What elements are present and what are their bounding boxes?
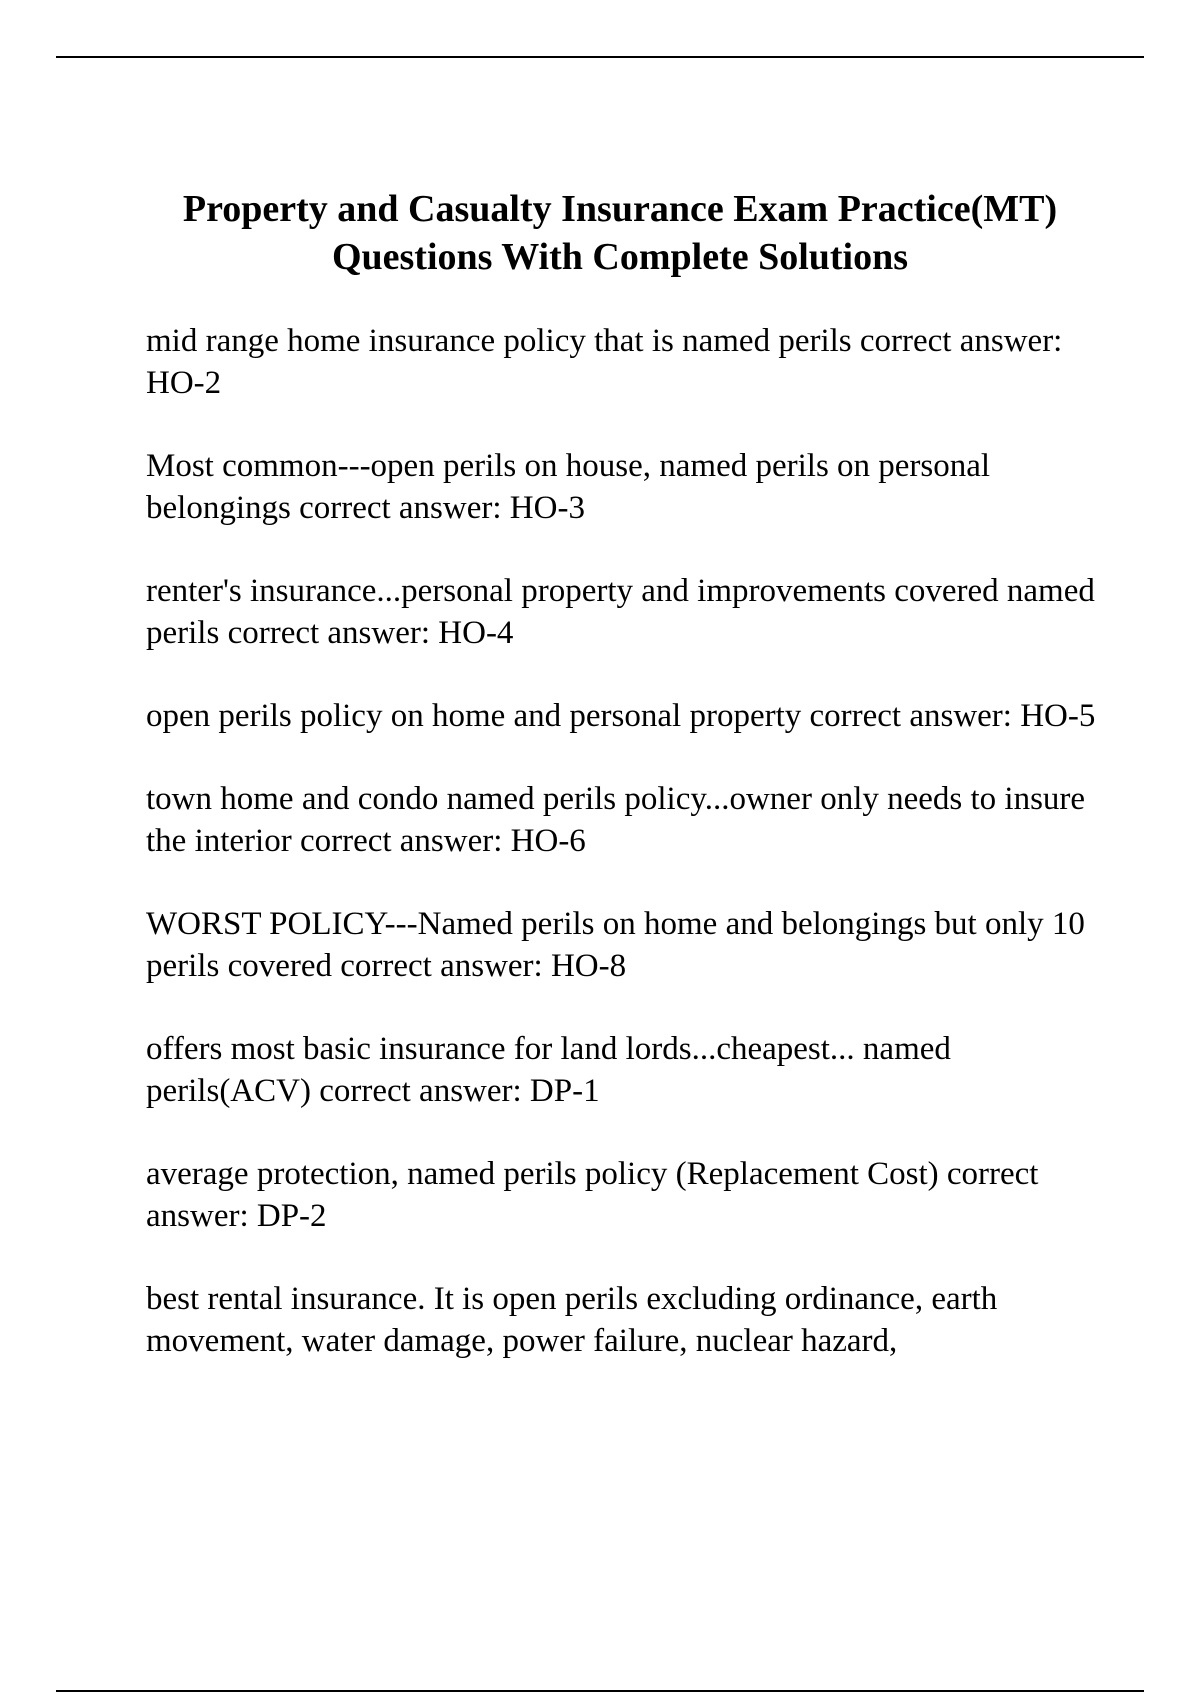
bottom-rule [56, 1690, 1144, 1692]
title-line-2: Questions With Complete Solutions [331, 236, 909, 278]
document-title [110, 185, 1130, 281]
qa-item: Most common---open perils on house, named perils on personal belongings correct answer: HO-3 [146, 448, 991, 526]
qa-item: offers most basic insurance for land lords...cheapest... named perils(ACV) correct answer: DP-1 [146, 1031, 951, 1109]
qa-item: WORST POLICY---Named perils on home and belongings but only 10 perils covered correct answer: HO-8 [146, 906, 1085, 984]
qa-item: average protection, named perils policy (Replacement Cost) correct answer: DP-2 [146, 1156, 1039, 1234]
qa-item: renter's insurance...personal property and improvements covered named perils correct answer: HO-4 [146, 573, 1095, 651]
qa-list [146, 320, 1106, 1403]
top-rule [56, 56, 1144, 58]
qa-item: best rental insurance. It is open perils excluding ordinance, earth movement, water damage, power failure, nuclear hazard, [146, 1281, 998, 1359]
qa-item: mid range home insurance policy that is named perils correct answer: HO-2 [146, 323, 1063, 401]
qa-item: town home and condo named perils policy...owner only needs to insure the interior correct answer: HO-6 [146, 781, 1086, 859]
title-line-1: Property and Casualty Insurance Exam Practice(MT) [182, 188, 1058, 230]
qa-item: open perils policy on home and personal property correct answer: HO-5 [146, 698, 1096, 734]
